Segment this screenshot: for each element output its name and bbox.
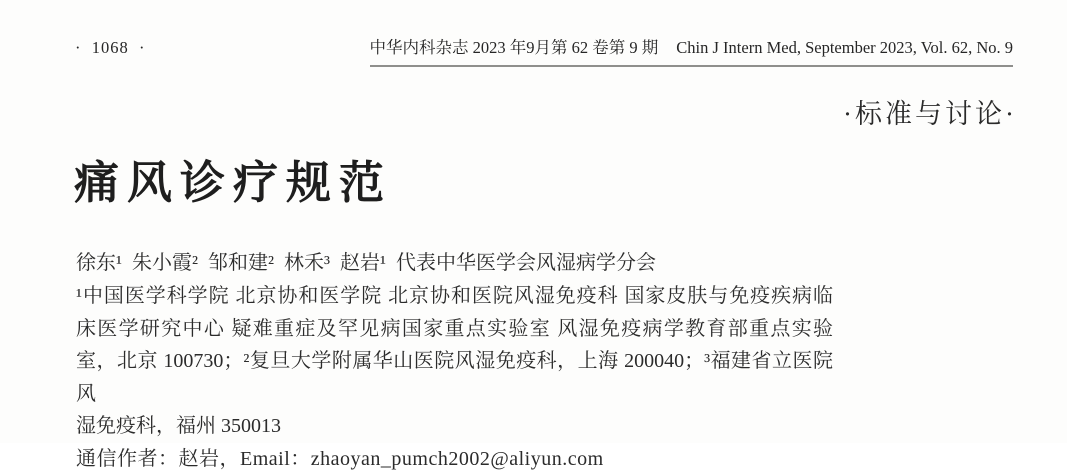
journal-title-chinese: 中华内科杂志 2023 年9月第 62 卷第 9 期 — [370, 38, 659, 57]
running-head — [75, 34, 1013, 67]
page-number: · 1068 · — [75, 38, 146, 58]
affiliation-line: 湿免疫科，福州 350013 — [76, 410, 833, 443]
affiliation-line: ¹中国医学科学院 北京协和医学院 北京协和医院风湿免疫科 国家皮肤与免疫疾病临 — [76, 280, 833, 313]
affiliation-line: 室，北京 100730；²复旦大学附属华山医院风湿免疫科，上海 200040；³福建省立医院风 — [76, 345, 833, 410]
journal-title-english: Chin J Intern Med, September 2023, Vol. 62, No. 9 — [676, 38, 1013, 57]
journal-heading-underlined — [370, 34, 1013, 67]
section-label: ·标准与讨论· — [843, 92, 1017, 131]
article-title: 痛风诊疗规范 — [74, 146, 392, 211]
corresponding-author-line: 通信作者：赵岩，Email：zhaoyan_pumch2002@aliyun.com — [76, 443, 833, 475]
author-byline: 徐东¹ 朱小霞² 邹和建² 林禾³ 赵岩¹ 代表中华医学会风湿病学分会 — [76, 246, 656, 275]
affiliations-block — [76, 280, 833, 475]
affiliation-line: 床医学研究中心 疑难重症及罕见病国家重点实验室 风湿免疫病学教育部重点实验 — [76, 313, 833, 346]
